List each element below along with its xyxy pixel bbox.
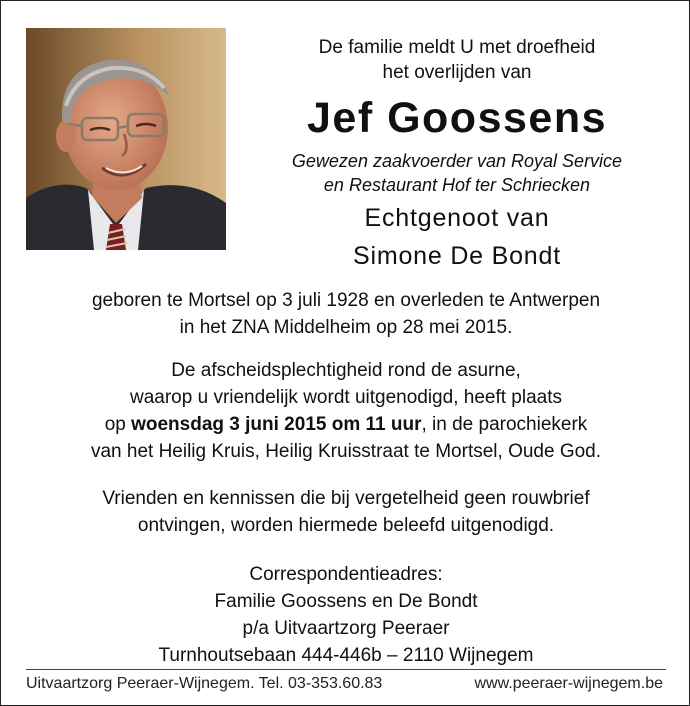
spouse-line: Simone De Bondt bbox=[353, 242, 561, 270]
footer-website: www.peeraer-wijnegem.be bbox=[474, 675, 663, 692]
birth-death-line: geboren te Mortsel op 3 juli 1928 en overleden te Antwerpen bbox=[91, 290, 601, 311]
ceremony-line: De afscheidsplechtigheid rond de asurne, bbox=[171, 360, 521, 381]
footer-divider bbox=[26, 669, 666, 670]
correspondence-heading: Correspondentieadres: bbox=[249, 564, 443, 585]
invitation-line: ontvingen, worden hiermede beleefd uitgenodigd. bbox=[137, 515, 555, 536]
announcement-body bbox=[11, 287, 681, 669]
role-line: Gewezen zaakvoerder van Royal Service bbox=[291, 151, 623, 171]
ceremony-suffix: , in de parochiekerk bbox=[421, 414, 588, 435]
birth-death-line: in het ZNA Middelheim op 28 mei 2015. bbox=[179, 317, 513, 338]
portrait-photo bbox=[26, 28, 226, 250]
spouse-line: Echtgenoot van bbox=[364, 204, 550, 232]
deceased-name: Jef Goossens bbox=[307, 94, 607, 142]
intro-line: De familie meldt U met droefheid bbox=[318, 37, 596, 58]
correspondence-line: Turnhoutsebaan 444-446b – 2110 Wijnegem bbox=[158, 645, 534, 666]
announcement-header bbox=[237, 35, 677, 273]
correspondence-line: Familie Goossens en De Bondt bbox=[214, 591, 478, 612]
ceremony-line: waarop u vriendelijk wordt uitgenodigd, heeft plaats bbox=[130, 387, 562, 408]
intro-line: het overlijden van bbox=[382, 62, 532, 83]
correspondence-line: p/a Uitvaartzorg Peeraer bbox=[242, 618, 450, 639]
ceremony-datetime: woensdag 3 juni 2015 om 11 uur bbox=[131, 414, 422, 435]
footer-contact: Uitvaartzorg Peeraer-Wijnegem. Tel. 03-353.60.83 bbox=[26, 675, 383, 692]
ceremony-line bbox=[11, 411, 681, 438]
role-line: en Restaurant Hof ter Schriecken bbox=[323, 175, 591, 195]
ceremony-line: van het Heilig Kruis, Heilig Kruisstraat te Mortsel, Oude God. bbox=[90, 441, 602, 462]
invitation-line: Vrienden en kennissen die bij vergetelheid geen rouwbrief bbox=[102, 488, 590, 509]
ceremony-prefix: op bbox=[104, 414, 132, 435]
